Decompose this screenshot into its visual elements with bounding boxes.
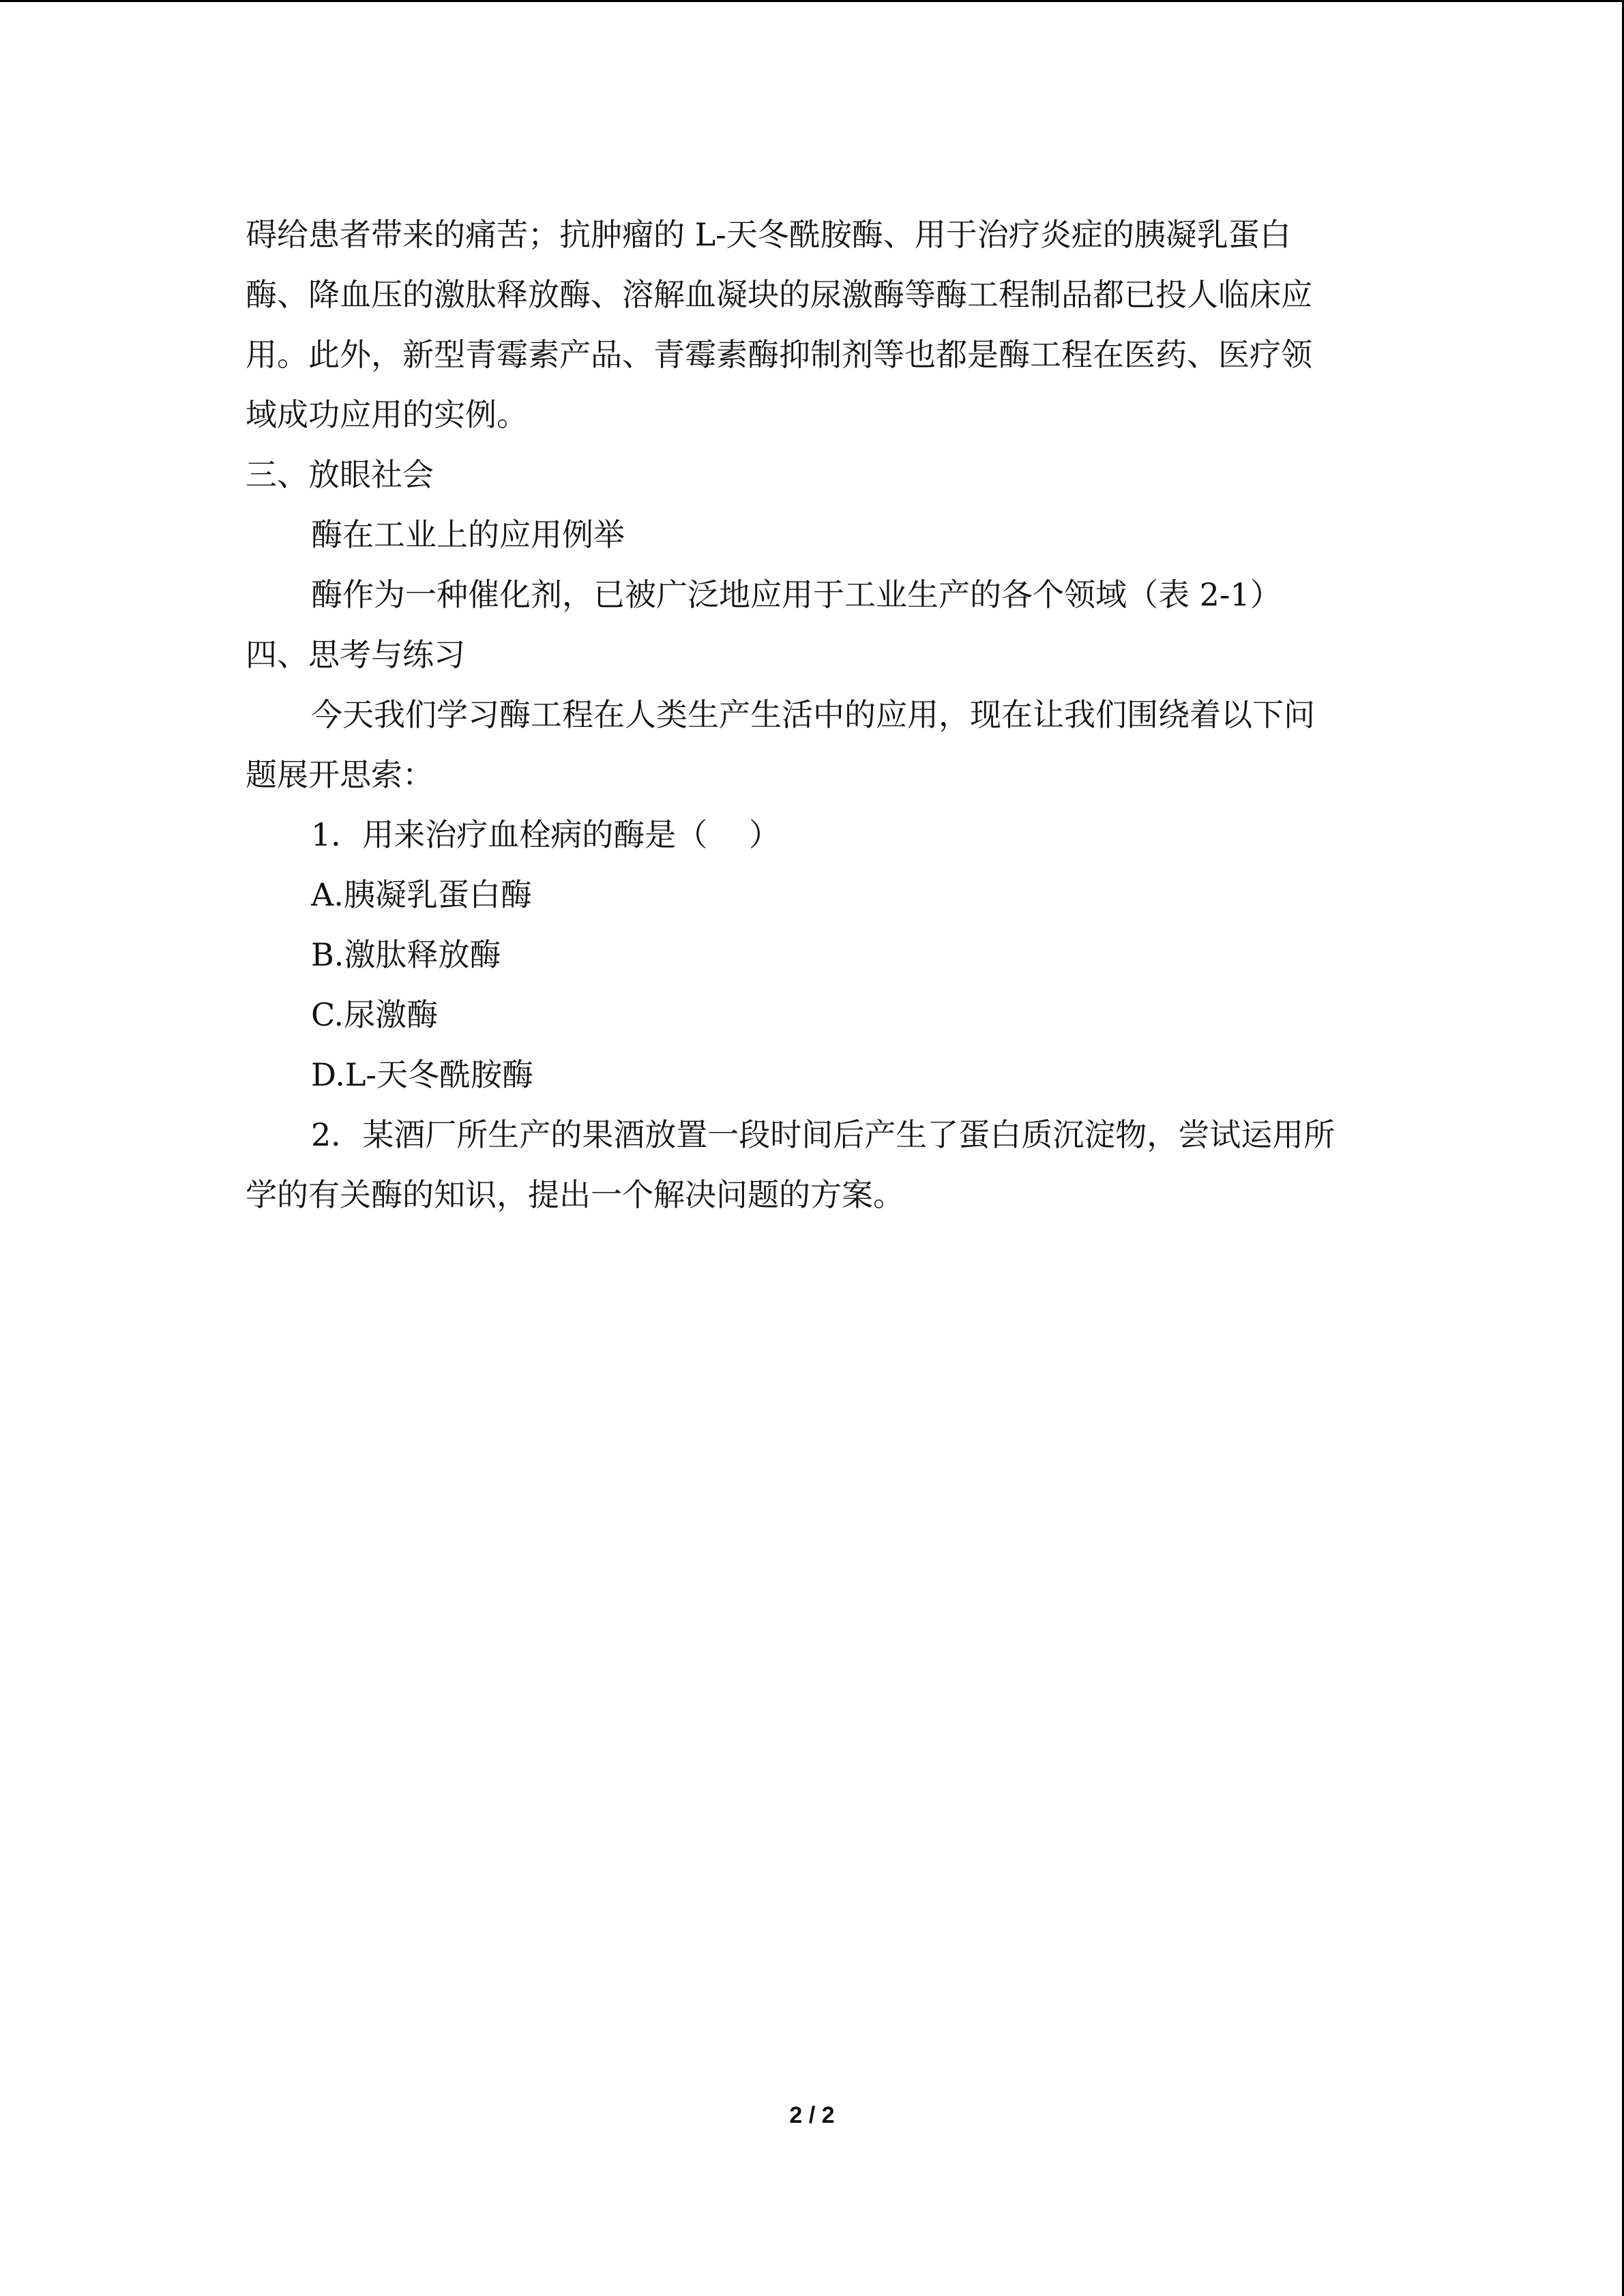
- paragraph-line-2: 酶、降血压的激肽释放酶、溶解血凝块的尿激酶等酶工程制品都已投人临床应: [246, 276, 1312, 313]
- question-2-line-1: 2．某酒厂所生产的果酒放置一段时间后产生了蛋白质沉淀物，尝试运用所: [311, 1116, 1335, 1153]
- section-subheading-3: 酶在工业上的应用例举: [311, 516, 625, 553]
- section-heading-3: 三、放眼社会: [246, 456, 434, 493]
- exercise-intro-line-2: 题展开思索：: [246, 756, 434, 793]
- page-body: [246, 205, 1378, 1225]
- question-1-option-b: B.激肽释放酶: [311, 936, 501, 973]
- question-2-line-2: 学的有关酶的知识，提出一个解决问题的方案。: [246, 1176, 904, 1213]
- paragraph-line-3: 用。此外，新型青霉素产品、青霉素酶抑制剂等也都是酶工程在医药、医疗领: [246, 336, 1312, 373]
- exercise-intro-line-1: 今天我们学习酶工程在人类生产生活中的应用，现在让我们围绕着以下问: [311, 696, 1315, 733]
- question-1-option-d: D.L-天冬酰胺酶: [311, 1056, 533, 1093]
- section-text-3: 酶作为一种催化剂，已被广泛地应用于工业生产的各个领域（表 2-1）: [311, 576, 1282, 613]
- question-1-option-a: A.胰凝乳蛋白酶: [311, 876, 532, 913]
- paragraph-line-4: 域成功应用的实例。: [246, 396, 528, 433]
- question-1-stem: 1．用来治疗血栓病的酶是（ ）: [311, 816, 780, 853]
- section-heading-4: 四、思考与练习: [246, 636, 465, 673]
- top-border-rule: [0, 0, 1624, 2]
- page-number: 2 / 2: [789, 2102, 835, 2128]
- question-1-option-c: C.尿激酶: [311, 996, 439, 1033]
- paragraph-line-1: 碍给患者带来的痛苦；抗肿瘤的 L-天冬酰胺酶、用于治疗炎症的胰凝乳蛋白: [246, 216, 1291, 253]
